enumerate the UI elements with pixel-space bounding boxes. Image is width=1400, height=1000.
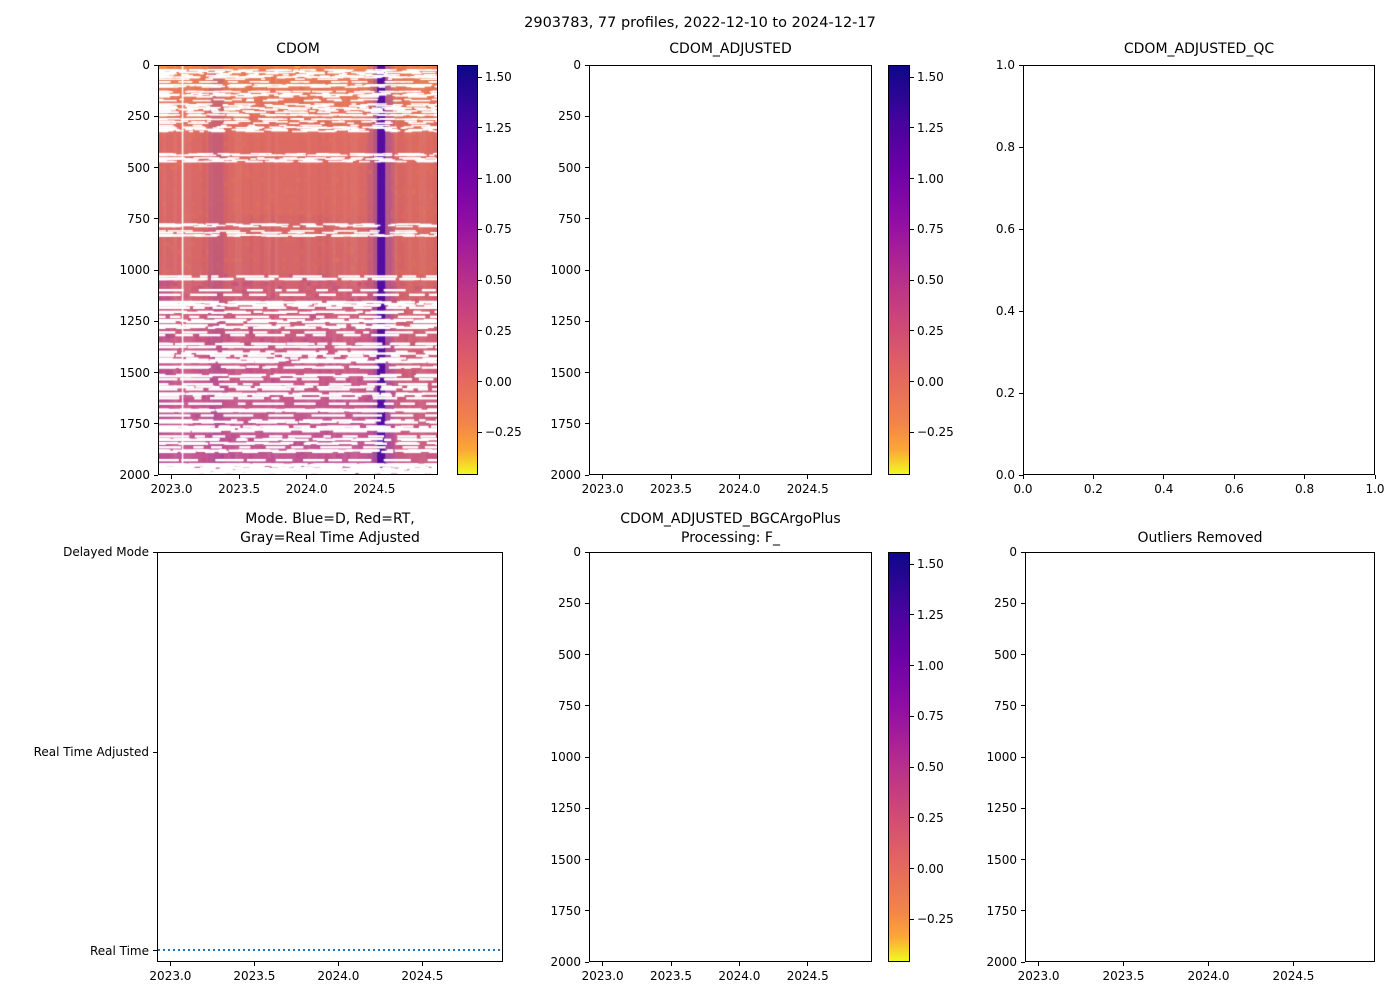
panel-cdom-adjusted-x-tick-label: 2023.5 bbox=[650, 482, 693, 496]
panel-bgcargoplus-colorbar-tick-label: 1.25 bbox=[917, 607, 944, 622]
panel-cdom-adjusted-colorbar-tick-label: 1.50 bbox=[917, 70, 944, 85]
panel-cdom-adjusted-colorbar-tick-label: 0.00 bbox=[917, 374, 944, 389]
panel-cdom-y-tick-label: 0 bbox=[142, 58, 150, 72]
panel-cdom-adjusted-qc-y-tick-label: 0.8 bbox=[995, 140, 1015, 154]
panel-cdom-adjusted-colorbar-tick bbox=[910, 77, 914, 78]
panel-cdom-colorbar-tick-label: 1.00 bbox=[485, 171, 512, 186]
panel-cdom-adjusted-y-tick bbox=[585, 218, 589, 219]
panel-bgcargoplus-x-tick-label: 2023.5 bbox=[650, 969, 693, 983]
panel-cdom-adjusted-colorbar-tick bbox=[910, 178, 914, 179]
panel-mode-x-tick-label: 2024.0 bbox=[317, 969, 360, 983]
panel-cdom-adjusted-colorbar-tick bbox=[910, 330, 914, 331]
panel-cdom-y-tick bbox=[154, 423, 158, 424]
panel-bgcargoplus-colorbar-tick bbox=[910, 767, 914, 768]
panel-bgcargoplus-colorbar-tick bbox=[910, 564, 914, 565]
panel-cdom-adjusted-colorbar-tick bbox=[910, 381, 914, 382]
panel-bgcargoplus-y-tick bbox=[585, 705, 589, 706]
panel-outliers-y-tick bbox=[1021, 962, 1025, 963]
panel-cdom-adjusted-qc-y-tick bbox=[1019, 65, 1023, 66]
panel-bgcargoplus-x-tick-label: 2023.0 bbox=[581, 969, 624, 983]
panel-cdom-y-tick-label: 750 bbox=[127, 211, 150, 226]
panel-cdom-y-tick-label: 2000 bbox=[119, 468, 150, 482]
panel-cdom-x-tick bbox=[171, 475, 172, 479]
panel-cdom-adjusted-colorbar-tick-label: 0.25 bbox=[917, 323, 944, 338]
panel-cdom-adjusted-colorbar-tick-label: 1.00 bbox=[917, 171, 944, 186]
panel-cdom-colorbar-tick bbox=[478, 381, 482, 382]
panel-outliers-x-tick bbox=[1038, 962, 1039, 966]
panel-cdom-colorbar-tick bbox=[478, 330, 482, 331]
panel-outliers-y-tick bbox=[1021, 654, 1025, 655]
panel-cdom-colorbar-tick bbox=[478, 178, 482, 179]
panel-cdom-adjusted-qc-x-tick-label: 1.0 bbox=[1365, 482, 1385, 496]
panel-cdom-y-tick bbox=[154, 116, 158, 117]
panel-cdom-adjusted-colorbar-tick bbox=[910, 432, 914, 433]
panel-cdom-adjusted-y-tick bbox=[585, 475, 589, 476]
panel-cdom-colorbar-tick bbox=[478, 127, 482, 128]
panel-outliers-title: Outliers Removed bbox=[1137, 530, 1263, 546]
panel-cdom-adjusted-qc-x-tick-label: 0.8 bbox=[1295, 482, 1315, 496]
panel-bgcargoplus-x-tick-label: 2024.0 bbox=[718, 969, 761, 983]
panel-cdom-adjusted-qc-x-tick bbox=[1375, 475, 1376, 479]
panel-cdom-adjusted-qc-y-tick-label: 0.2 bbox=[995, 386, 1015, 400]
panel-cdom-colorbar-tick bbox=[478, 229, 482, 230]
panel-mode-title bbox=[157, 510, 503, 548]
panel-bgcargoplus-y-tick bbox=[585, 910, 589, 911]
panel-cdom-y-tick-label: 1250 bbox=[119, 314, 150, 329]
panel-cdom-adjusted-qc-x-tick-label: 0.2 bbox=[1083, 482, 1103, 496]
panel-bgcargoplus-colorbar-tick bbox=[910, 817, 914, 818]
panel-cdom-adjusted-y-tick bbox=[585, 167, 589, 168]
panel-mode-x-tick bbox=[338, 962, 339, 966]
panel-cdom-adjusted-y-tick bbox=[585, 372, 589, 373]
panel-cdom-colorbar-tick bbox=[478, 432, 482, 433]
panel-mode-y-tick bbox=[153, 752, 157, 753]
panel-bgcargoplus-colorbar-tick-label: 1.00 bbox=[917, 658, 944, 673]
panel-cdom-adjusted-qc-y-tick-label: 0.4 bbox=[995, 304, 1015, 318]
panel-cdom-adjusted-y-tick-label: 2000 bbox=[550, 468, 581, 482]
panel-bgcargoplus-x-tick bbox=[807, 962, 808, 966]
panel-cdom-x-tick-label: 2023.0 bbox=[150, 482, 193, 496]
panel-cdom-adjusted-x-tick-label: 2023.0 bbox=[581, 482, 624, 496]
panel-bgcargoplus-y-tick-label: 1750 bbox=[550, 903, 581, 918]
panel-cdom-adjusted-colorbar bbox=[888, 65, 910, 475]
panel-cdom-y-tick-label: 250 bbox=[127, 109, 150, 124]
panel-outliers-axes bbox=[1025, 552, 1375, 962]
panel-mode-x-tick-label: 2023.0 bbox=[149, 969, 192, 983]
panel-outliers-y-tick bbox=[1021, 757, 1025, 758]
panel-cdom-y-tick bbox=[154, 372, 158, 373]
panel-cdom-adjusted-qc-x-tick-label: 0.6 bbox=[1224, 482, 1244, 496]
panel-outliers-y-tick bbox=[1021, 603, 1025, 604]
panel-cdom-y-tick-label: 500 bbox=[127, 160, 150, 175]
panel-outliers-y-tick-label: 750 bbox=[994, 698, 1017, 713]
panel-bgcargoplus-axes bbox=[589, 552, 872, 962]
panel-cdom-x-tick-label: 2024.5 bbox=[353, 482, 396, 496]
panel-cdom-adjusted-x-tick-label: 2024.0 bbox=[718, 482, 761, 496]
panel-bgcargoplus-y-tick-label: 500 bbox=[558, 647, 581, 662]
panel-cdom-y-tick bbox=[154, 65, 158, 66]
panel-cdom-adjusted-qc-x-tick-label: 0.4 bbox=[1154, 482, 1174, 496]
panel-mode-y-tick-label: Real Time Adjusted bbox=[33, 745, 149, 760]
panel-cdom-adjusted-x-tick bbox=[671, 475, 672, 479]
panel-cdom-adjusted-qc-x-tick bbox=[1304, 475, 1305, 479]
panel-mode-title-line2: Gray=Real Time Adjusted bbox=[240, 530, 420, 546]
panel-bgcargoplus-x-tick-label: 2024.5 bbox=[786, 969, 829, 983]
panel-bgcargoplus-colorbar-tick-label: 0.75 bbox=[917, 709, 944, 724]
panel-bgcargoplus-x-tick bbox=[602, 962, 603, 966]
panel-mode-x-tick-label: 2024.5 bbox=[401, 969, 444, 983]
panel-bgcargoplus-y-tick-label: 250 bbox=[558, 596, 581, 611]
panel-cdom-adjusted-qc-x-tick bbox=[1234, 475, 1235, 479]
panel-cdom-adjusted-y-tick bbox=[585, 321, 589, 322]
panel-outliers-y-tick-label: 500 bbox=[994, 647, 1017, 662]
panel-outliers-x-tick bbox=[1293, 962, 1294, 966]
mode-realtime-dotted-line bbox=[158, 949, 502, 951]
panel-outliers-y-tick bbox=[1021, 910, 1025, 911]
panel-bgcargoplus-x-tick bbox=[739, 962, 740, 966]
panel-cdom-adjusted-y-tick-label: 750 bbox=[558, 211, 581, 226]
panel-outliers-x-tick-label: 2023.0 bbox=[1017, 969, 1060, 983]
panel-cdom-y-tick bbox=[154, 167, 158, 168]
panel-bgcargoplus-y-tick bbox=[585, 859, 589, 860]
panel-cdom-x-tick bbox=[239, 475, 240, 479]
panel-cdom-adjusted-qc-axes bbox=[1023, 65, 1375, 475]
panel-outliers-x-tick-label: 2024.0 bbox=[1187, 969, 1230, 983]
panel-cdom-adjusted-qc-x-tick bbox=[1163, 475, 1164, 479]
panel-outliers-y-tick-label: 1000 bbox=[986, 750, 1017, 764]
panel-cdom-colorbar-tick-label: 1.50 bbox=[485, 70, 512, 85]
panel-cdom-colorbar-tick-label: 1.25 bbox=[485, 120, 512, 135]
panel-cdom-adjusted-x-tick-label: 2024.5 bbox=[786, 482, 829, 496]
panel-cdom-adjusted-qc-x-tick bbox=[1023, 475, 1024, 479]
panel-bgcargoplus-colorbar-tick bbox=[910, 614, 914, 615]
panel-cdom-adjusted-x-tick bbox=[739, 475, 740, 479]
panel-cdom-adjusted-qc-y-tick bbox=[1019, 147, 1023, 148]
panel-cdom-y-tick bbox=[154, 321, 158, 322]
panel-cdom-y-tick-label: 1500 bbox=[119, 365, 150, 380]
panel-bgcargoplus-colorbar-tick bbox=[910, 716, 914, 717]
figure-title: 2903783, 77 profiles, 2022-12-10 to 2024-12-17 bbox=[524, 15, 876, 31]
panel-cdom-adjusted-qc-y-tick bbox=[1019, 393, 1023, 394]
panel-mode-x-tick-label: 2023.5 bbox=[233, 969, 276, 983]
panel-cdom-adjusted-y-tick-label: 500 bbox=[558, 160, 581, 175]
panel-cdom-adjusted-colorbar-tick-label: 0.75 bbox=[917, 222, 944, 237]
panel-cdom-colorbar-tick bbox=[478, 280, 482, 281]
panel-cdom-adjusted-x-tick bbox=[807, 475, 808, 479]
panel-bgcargoplus-y-tick-label: 0 bbox=[573, 545, 581, 559]
panel-bgcargoplus-colorbar-tick-label: 0.25 bbox=[917, 810, 944, 825]
panel-bgcargoplus-colorbar-tick bbox=[910, 919, 914, 920]
panel-cdom-adjusted-qc-title: CDOM_ADJUSTED_QC bbox=[1123, 41, 1275, 57]
panel-bgcargoplus-title-line2: Processing: F_ bbox=[681, 530, 780, 546]
panel-cdom-colorbar-tick-label: 0.00 bbox=[485, 374, 512, 389]
panel-cdom-adjusted-y-tick-label: 1750 bbox=[550, 416, 581, 431]
panel-bgcargoplus-y-tick bbox=[585, 962, 589, 963]
panel-cdom-adjusted-colorbar-tick-label: 0.50 bbox=[917, 273, 944, 288]
panel-cdom-adjusted-qc-y-tick-label: 1.0 bbox=[995, 58, 1015, 72]
panel-cdom-adjusted-colorbar-tick-label: −0.25 bbox=[917, 425, 954, 440]
panel-cdom-y-tick bbox=[154, 475, 158, 476]
panel-cdom-adjusted-colorbar-tick bbox=[910, 127, 914, 128]
panel-mode-y-tick bbox=[153, 552, 157, 553]
panel-outliers-x-tick-label: 2023.5 bbox=[1102, 969, 1145, 983]
panel-outliers-y-tick-label: 1750 bbox=[986, 903, 1017, 918]
panel-bgcargoplus-colorbar-tick-label: 0.50 bbox=[917, 760, 944, 775]
panel-outliers-y-tick bbox=[1021, 705, 1025, 706]
panel-outliers-y-tick-label: 250 bbox=[994, 596, 1017, 611]
panel-bgcargoplus-title-line1: CDOM_ADJUSTED_BGCArgoPlus bbox=[620, 511, 841, 527]
panel-cdom-colorbar-tick-label: −0.25 bbox=[485, 425, 522, 440]
panel-cdom-y-tick-label: 1750 bbox=[119, 416, 150, 431]
panel-cdom-title: CDOM bbox=[276, 41, 320, 57]
panel-cdom-adjusted-y-tick-label: 0 bbox=[573, 58, 581, 72]
panel-cdom-adjusted-axes bbox=[589, 65, 872, 475]
panel-bgcargoplus-y-tick bbox=[585, 654, 589, 655]
panel-bgcargoplus-colorbar-tick bbox=[910, 868, 914, 869]
panel-cdom-heatmap bbox=[159, 66, 437, 474]
panel-bgcargoplus-title bbox=[589, 510, 872, 548]
panel-bgcargoplus-y-tick-label: 1250 bbox=[550, 801, 581, 816]
panel-cdom-adjusted-qc-y-tick bbox=[1019, 311, 1023, 312]
panel-outliers-y-tick-label: 1250 bbox=[986, 801, 1017, 816]
panel-cdom-y-tick bbox=[154, 270, 158, 271]
panel-cdom-adjusted-qc-y-tick bbox=[1019, 229, 1023, 230]
panel-cdom-adjusted-qc-x-tick-label: 0.0 bbox=[1013, 482, 1033, 496]
panel-outliers-x-tick bbox=[1208, 962, 1209, 966]
panel-bgcargoplus-y-tick bbox=[585, 552, 589, 553]
panel-mode-title-line1: Mode. Blue=D, Red=RT, bbox=[245, 511, 415, 527]
panel-outliers-y-tick-label: 1500 bbox=[986, 852, 1017, 867]
panel-mode-y-tick-label: Delayed Mode bbox=[63, 545, 149, 559]
panel-bgcargoplus-colorbar-tick-label: 1.50 bbox=[917, 557, 944, 572]
panel-bgcargoplus-y-tick bbox=[585, 603, 589, 604]
panel-cdom-colorbar-tick-label: 0.75 bbox=[485, 222, 512, 237]
panel-mode-y-tick bbox=[153, 950, 157, 951]
panel-cdom-adjusted-x-tick bbox=[602, 475, 603, 479]
panel-cdom-adjusted-title: CDOM_ADJUSTED bbox=[669, 41, 792, 57]
panel-cdom-adjusted-y-tick bbox=[585, 65, 589, 66]
panel-cdom-adjusted-y-tick-label: 1000 bbox=[550, 263, 581, 277]
panel-mode-x-tick bbox=[170, 962, 171, 966]
panel-mode-x-tick bbox=[422, 962, 423, 966]
panel-mode-x-tick bbox=[254, 962, 255, 966]
panel-cdom-adjusted-y-tick bbox=[585, 116, 589, 117]
panel-cdom-adjusted-colorbar-tick-label: 1.25 bbox=[917, 120, 944, 135]
panel-bgcargoplus-colorbar-tick-label: −0.25 bbox=[917, 912, 954, 927]
panel-outliers-x-tick-label: 2024.5 bbox=[1272, 969, 1315, 983]
panel-cdom-adjusted-qc-y-tick-label: 0.0 bbox=[995, 468, 1015, 482]
panel-cdom-x-tick bbox=[306, 475, 307, 479]
panel-cdom-adjusted-qc-x-tick bbox=[1093, 475, 1094, 479]
panel-bgcargoplus-y-tick-label: 1000 bbox=[550, 750, 581, 764]
panel-cdom-colorbar-tick bbox=[478, 77, 482, 78]
panel-bgcargoplus-colorbar-tick-label: 0.00 bbox=[917, 861, 944, 876]
panel-bgcargoplus-y-tick-label: 2000 bbox=[550, 955, 581, 969]
panel-cdom-adjusted-qc-y-tick-label: 0.6 bbox=[995, 222, 1015, 236]
panel-outliers-y-tick-label: 0 bbox=[1009, 545, 1017, 559]
panel-cdom-colorbar-tick-label: 0.25 bbox=[485, 323, 512, 338]
panel-bgcargoplus-y-tick-label: 1500 bbox=[550, 852, 581, 867]
panel-outliers-x-tick bbox=[1123, 962, 1124, 966]
panel-cdom-y-tick bbox=[154, 218, 158, 219]
panel-cdom-y-tick-label: 1000 bbox=[119, 263, 150, 277]
panel-outliers-y-tick bbox=[1021, 859, 1025, 860]
panel-cdom-adjusted-y-tick-label: 1500 bbox=[550, 365, 581, 380]
panel-cdom-adjusted-y-tick-label: 250 bbox=[558, 109, 581, 124]
panel-bgcargoplus-y-tick bbox=[585, 757, 589, 758]
panel-cdom-adjusted-y-tick bbox=[585, 423, 589, 424]
panel-bgcargoplus-colorbar-tick bbox=[910, 665, 914, 666]
panel-mode-y-tick-label: Real Time bbox=[89, 943, 149, 958]
panel-cdom-x-tick bbox=[374, 475, 375, 479]
panel-bgcargoplus-y-tick-label: 750 bbox=[558, 698, 581, 713]
panel-cdom-adjusted-y-tick-label: 1250 bbox=[550, 314, 581, 329]
panel-cdom-adjusted-colorbar-tick bbox=[910, 280, 914, 281]
panel-cdom-colorbar-tick-label: 0.50 bbox=[485, 273, 512, 288]
panel-cdom-adjusted-y-tick bbox=[585, 270, 589, 271]
panel-outliers-y-tick-label: 2000 bbox=[986, 955, 1017, 969]
panel-cdom-x-tick-label: 2023.5 bbox=[218, 482, 261, 496]
panel-outliers-y-tick bbox=[1021, 808, 1025, 809]
panel-bgcargoplus-x-tick bbox=[671, 962, 672, 966]
panel-bgcargoplus-y-tick bbox=[585, 808, 589, 809]
panel-cdom-x-tick-label: 2024.0 bbox=[285, 482, 328, 496]
panel-outliers-y-tick bbox=[1021, 552, 1025, 553]
